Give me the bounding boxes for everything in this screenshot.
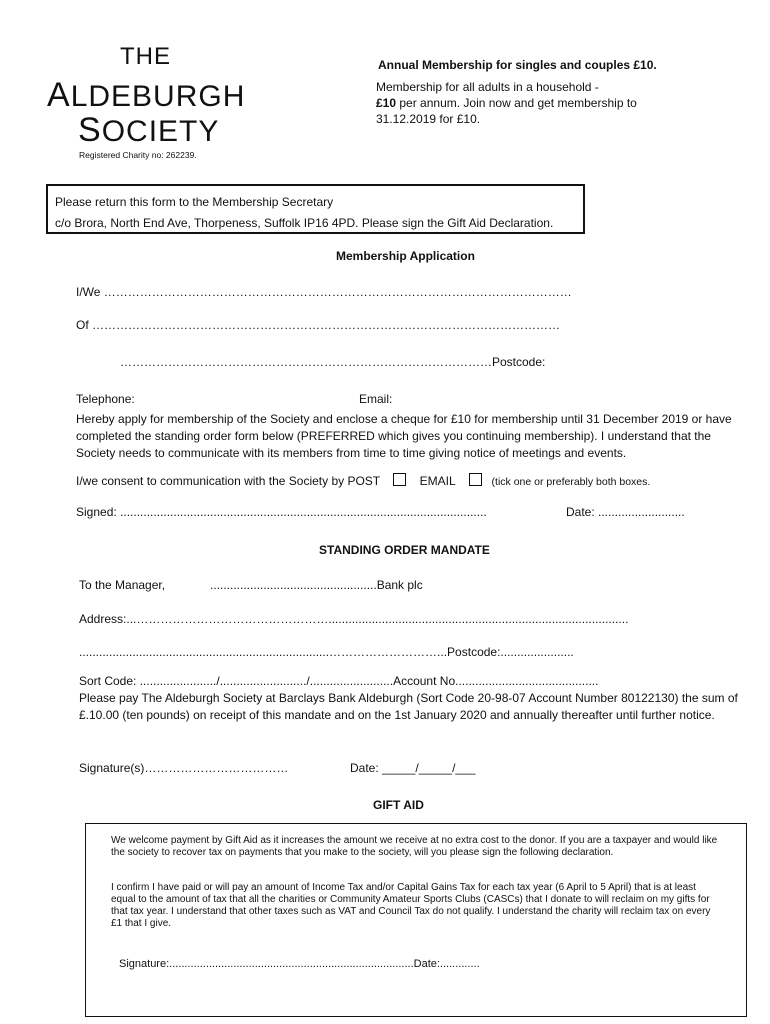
gift-aid-intro: We welcome payment by Gift Aid as it increases the amount we receive at no extra cost to the donor. If you are a taxpayer and would like the society to recover tax on payments that you make to the society, will you please sign the following declaration. — [111, 835, 718, 858]
annual-line-1: Membership for all adults in a household - — [376, 80, 599, 94]
annual-line-2-rest: per annum. Join now and get membership to — [396, 96, 637, 110]
email-checkbox[interactable] — [469, 473, 482, 486]
date-field[interactable]: Date: .......................... — [566, 505, 685, 519]
consent-note: (tick one or preferably both boxes. — [491, 476, 651, 488]
standing-order-title: STANDING ORDER MANDATE — [319, 543, 490, 557]
application-statement: Hereby apply for membership of the Society and enclose a cheque for £10 for membership until 31 December 2019 or have completed the standing order form below (PREFERRED which gives you continuing membership). I understand that the Society needs to communicate with its members from time to time giving notice of meetings and events. — [76, 412, 732, 460]
gift-aid-declaration: I confirm I have paid or will pay an amount of Income Tax and/or Capital Gains Tax for each tax year (6 April to 5 April) that is at least equal to the amount of tax that all the charities or Community Amateur Sports Clubs (CASCs) that I donate to will reclaim on my gifts for that tax year. I understand that other taxes such as VAT and Council Tax do not qualify. I understand the charity will reclaim tax on every £1 that I give. — [111, 882, 711, 929]
signed-field[interactable]: Signed: .............................................................................................................. — [76, 505, 487, 519]
logo-aldeburgh — [47, 78, 245, 112]
to-manager-label: To the Manager, — [79, 578, 166, 592]
address-field[interactable]: Address:...………………………………………….......................................................................................... — [79, 612, 629, 626]
post-checkbox[interactable] — [393, 473, 406, 486]
gift-aid-title: GIFT AID — [373, 798, 424, 812]
bank-field[interactable]: ..................................................Bank plc — [210, 578, 423, 592]
logo-aldeburgh-rest: LDEBURGH — [70, 80, 246, 113]
signatures-field[interactable]: Signature(s)……………………………… — [79, 761, 289, 775]
registered-charity: Registered Charity no: 262239. — [79, 150, 197, 160]
consent-row — [76, 473, 650, 488]
annual-line-2 — [376, 95, 676, 111]
email-label[interactable]: Email: — [359, 392, 393, 406]
annual-membership-text — [376, 79, 676, 127]
annual-line-3: 31.12.2019 for £10. — [376, 112, 481, 126]
membership-application-title: Membership Application — [336, 249, 475, 263]
return-line-1: Please return this form to the Membership Secretary — [55, 195, 334, 209]
sort-code-field[interactable]: Sort Code: ......................./........................../.........................Account No........................................... — [79, 674, 599, 688]
logo-the: THE — [120, 43, 171, 70]
annual-price: £10 — [376, 96, 397, 110]
logo-aldeburgh-initial: A — [47, 76, 71, 114]
return-instructions — [55, 192, 553, 234]
postcode-field[interactable]: …………………………………………………………………………………Postcode: — [120, 355, 546, 369]
iwe-field[interactable]: I/We ……………………………………………………………………………………………………… — [76, 285, 572, 299]
consent-text: I/we consent to communication with the Society by POST — [76, 474, 380, 488]
payment-instruction: Please pay The Aldeburgh Society at Barclays Bank Aldeburgh (Sort Code 20-98-07 Account Number 80122130) the sum of £.10.00 (ten pounds) on receipt of this mandate and on the 1st January 2020 and annually thereafter until further notice. — [79, 691, 738, 722]
annual-membership-title: Annual Membership for singles and couples £10. — [378, 58, 657, 72]
logo-society-rest: OCIETY — [101, 115, 220, 148]
telephone-label[interactable]: Telephone: — [76, 392, 135, 406]
gift-aid-signature-field[interactable]: Signature:................................................................................Date:............. — [119, 958, 480, 970]
logo-society-initial: S — [78, 111, 102, 149]
logo-society — [78, 113, 219, 147]
email-consent-label: EMAIL — [419, 474, 456, 488]
so-postcode-field[interactable]: ...........................................................................………………………...Postcode:...................... — [79, 645, 574, 659]
of-field[interactable]: Of ……………………………………………………………………………………………………… — [76, 318, 561, 332]
return-line-2: c/o Brora, North End Ave, Thorpeness, Suffolk IP16 4PD. Please sign the Gift Aid Declaration. — [55, 216, 554, 230]
so-date-field[interactable]: Date: _____/_____/___ — [350, 761, 476, 775]
